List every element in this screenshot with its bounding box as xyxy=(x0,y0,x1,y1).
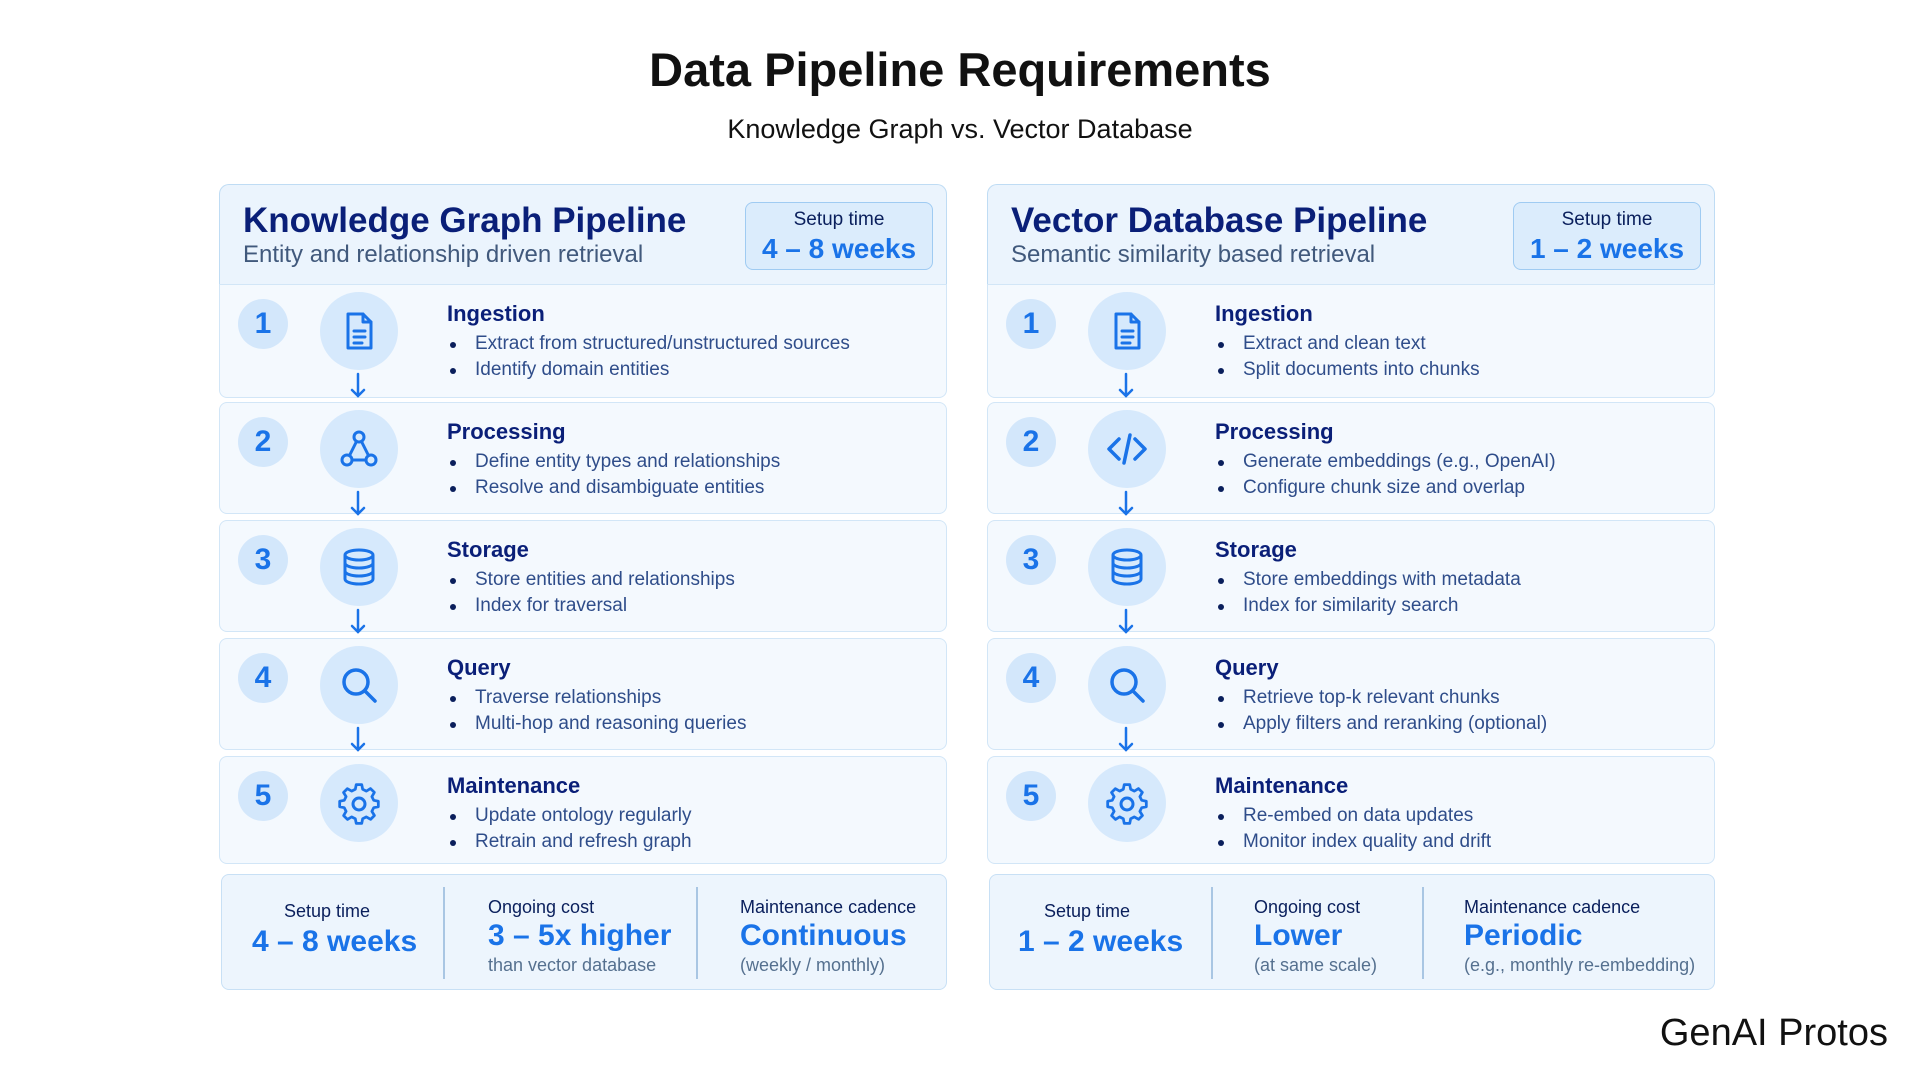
setup-time-badge xyxy=(745,202,933,270)
panel-title: Vector Database Pipeline xyxy=(1011,201,1428,240)
bullet-item: Store entities and relationships xyxy=(447,567,735,593)
setup-time-badge xyxy=(1513,202,1701,270)
step-ingestion xyxy=(219,284,947,398)
step-title: Processing xyxy=(447,419,566,444)
step-query xyxy=(987,638,1715,750)
summary-cost-value: 3 – 5x higher xyxy=(488,919,672,952)
bullet-item: Extract and clean text xyxy=(1215,331,1480,357)
step-bullets xyxy=(447,567,735,619)
step-processing xyxy=(219,402,947,514)
step-processing xyxy=(987,402,1715,514)
step-title: Ingestion xyxy=(447,301,545,326)
bullet-item: Re-embed on data updates xyxy=(1215,803,1491,829)
graph-nodes-icon xyxy=(320,410,398,488)
bullet-item: Update ontology regularly xyxy=(447,803,692,829)
vector-database-panel xyxy=(987,184,1715,994)
step-bullets xyxy=(1215,685,1547,737)
document-icon xyxy=(1088,292,1166,370)
step-bullets xyxy=(447,685,746,737)
arrow-down-icon xyxy=(350,372,366,400)
setup-time-label: Setup time xyxy=(793,209,885,230)
step-maintenance xyxy=(987,756,1715,864)
summary-cadence-value: Continuous xyxy=(740,919,907,952)
arrow-down-icon xyxy=(1118,726,1134,754)
summary-cadence-label: Maintenance cadence xyxy=(740,897,917,917)
step-title: Ingestion xyxy=(1215,301,1313,326)
page-title: Data Pipeline Requirements xyxy=(649,43,1271,96)
bullet-item: Retrain and refresh graph xyxy=(447,829,692,855)
arrow-down-icon xyxy=(350,608,366,636)
summary-cost-label: Ongoing cost xyxy=(488,897,595,917)
step-number: 3 xyxy=(238,535,288,585)
step-bullets xyxy=(447,331,850,383)
step-title: Storage xyxy=(447,537,529,562)
summary-cadence-value: Periodic xyxy=(1464,919,1583,952)
summary-cost-value: Lower xyxy=(1254,919,1343,952)
step-number: 4 xyxy=(1006,653,1056,703)
panel-subtitle: Entity and relationship driven retrieval xyxy=(243,241,644,268)
knowledge-graph-panel xyxy=(219,184,947,994)
step-maintenance xyxy=(219,756,947,864)
summary-setup-value: 1 – 2 weeks xyxy=(1018,925,1184,958)
summary-box xyxy=(221,874,947,990)
gear-icon xyxy=(320,764,398,842)
bullet-item: Store embeddings with metadata xyxy=(1215,567,1521,593)
step-number: 2 xyxy=(238,417,288,467)
bullet-item: Resolve and disambiguate entities xyxy=(447,475,780,501)
step-bullets xyxy=(447,449,780,501)
step-query xyxy=(219,638,947,750)
arrow-down-icon xyxy=(350,726,366,754)
bullet-item: Retrieve top-k relevant chunks xyxy=(1215,685,1547,711)
bullet-item: Monitor index quality and drift xyxy=(1215,829,1491,855)
step-number: 5 xyxy=(238,771,288,821)
bullet-item: Apply filters and reranking (optional) xyxy=(1215,711,1547,737)
summary-setup-label: Setup time xyxy=(284,901,371,921)
step-bullets xyxy=(447,803,692,855)
bullet-item: Configure chunk size and overlap xyxy=(1215,475,1556,501)
panel-header xyxy=(987,184,1715,284)
summary-cadence-label: Maintenance cadence xyxy=(1464,897,1641,917)
step-title: Maintenance xyxy=(447,773,581,798)
step-number: 2 xyxy=(1006,417,1056,467)
setup-time-value: 1 – 2 weeks xyxy=(1529,233,1685,264)
step-number: 1 xyxy=(1006,299,1056,349)
brand-logo: GenAI Protos xyxy=(1659,1012,1888,1054)
step-bullets xyxy=(1215,567,1521,619)
code-icon xyxy=(1088,410,1166,488)
step-storage xyxy=(987,520,1715,632)
bullet-item: Identify domain entities xyxy=(447,357,850,383)
bullet-item: Multi-hop and reasoning queries xyxy=(447,711,746,737)
panel-title: Knowledge Graph Pipeline xyxy=(243,201,687,240)
summary-cost-label: Ongoing cost xyxy=(1254,897,1361,917)
bullet-item: Index for similarity search xyxy=(1215,593,1521,619)
arrow-down-icon xyxy=(350,490,366,518)
summary-setup-label: Setup time xyxy=(1044,901,1131,921)
step-title: Storage xyxy=(1215,537,1297,562)
bullet-item: Split documents into chunks xyxy=(1215,357,1480,383)
step-storage xyxy=(219,520,947,632)
bullet-item: Generate embeddings (e.g., OpenAI) xyxy=(1215,449,1556,475)
summary-cost-note: than vector database xyxy=(488,955,657,975)
arrow-down-icon xyxy=(1118,490,1134,518)
step-title: Processing xyxy=(1215,419,1334,444)
step-title: Maintenance xyxy=(1215,773,1349,798)
gear-icon xyxy=(1088,764,1166,842)
arrow-down-icon xyxy=(1118,372,1134,400)
panel-header xyxy=(219,184,947,284)
step-number: 1 xyxy=(238,299,288,349)
search-icon xyxy=(1088,646,1166,724)
setup-time-value: 4 – 8 weeks xyxy=(761,233,917,264)
step-bullets xyxy=(1215,331,1480,383)
step-number: 4 xyxy=(238,653,288,703)
step-bullets xyxy=(1215,803,1491,855)
document-icon xyxy=(320,292,398,370)
step-number: 3 xyxy=(1006,535,1056,585)
bullet-item: Traverse relationships xyxy=(447,685,746,711)
page-subtitle: Knowledge Graph vs. Vector Database xyxy=(727,114,1193,144)
step-title: Query xyxy=(447,655,511,680)
bullet-item: Extract from structured/unstructured sources xyxy=(447,331,850,357)
summary-cost-note: (at same scale) xyxy=(1254,955,1378,975)
summary-divider xyxy=(1211,887,1213,979)
step-title: Query xyxy=(1215,655,1279,680)
setup-time-label: Setup time xyxy=(1561,209,1653,230)
step-ingestion xyxy=(987,284,1715,398)
database-icon xyxy=(320,528,398,606)
summary-divider xyxy=(443,887,445,979)
summary-setup-value: 4 – 8 weeks xyxy=(252,925,418,958)
step-bullets xyxy=(1215,449,1556,501)
summary-divider xyxy=(696,887,698,979)
bullet-item: Define entity types and relationships xyxy=(447,449,780,475)
summary-cadence-note: (e.g., monthly re-embedding) xyxy=(1464,955,1696,975)
database-icon xyxy=(1088,528,1166,606)
arrow-down-icon xyxy=(1118,608,1134,636)
step-number: 5 xyxy=(1006,771,1056,821)
summary-box xyxy=(989,874,1715,990)
bullet-item: Index for traversal xyxy=(447,593,735,619)
search-icon xyxy=(320,646,398,724)
summary-divider xyxy=(1422,887,1424,979)
panel-subtitle: Semantic similarity based retrieval xyxy=(1011,241,1376,268)
summary-cadence-note: (weekly / monthly) xyxy=(740,955,886,975)
